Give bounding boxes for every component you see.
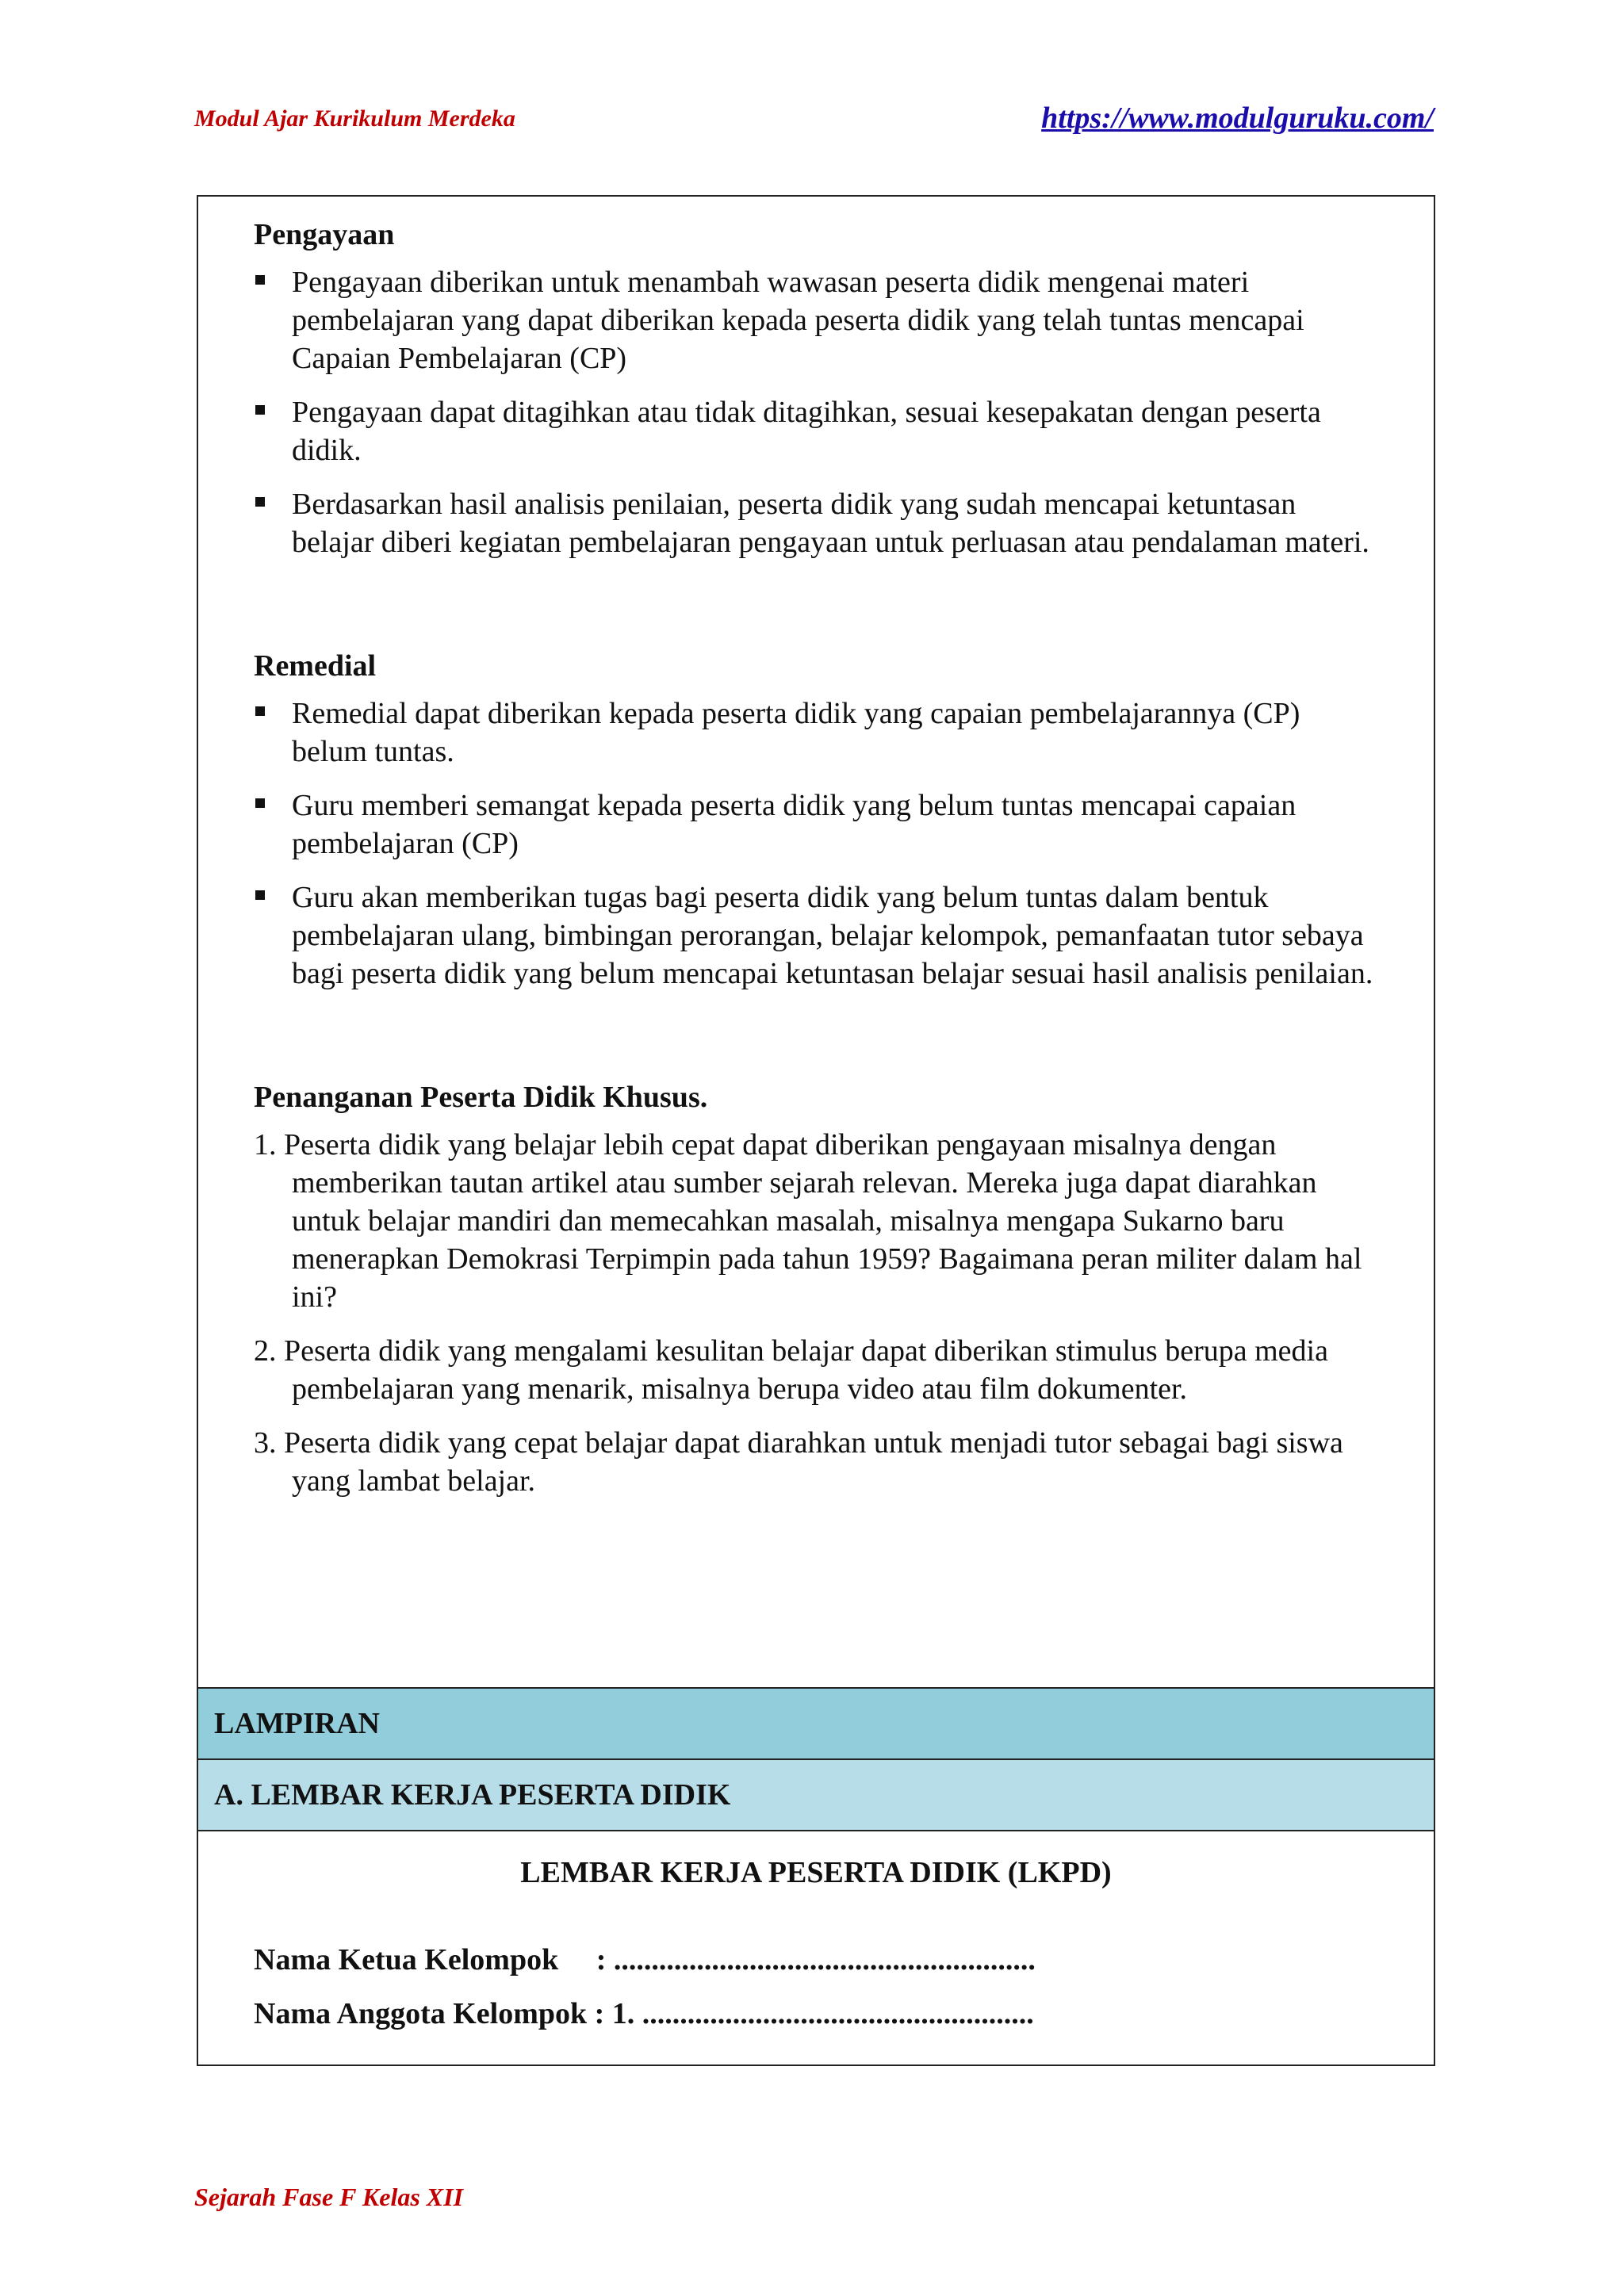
- list-item: [254, 393, 1380, 469]
- content-body: [254, 216, 1380, 1516]
- footer-subject-label: Sejarah Fase F Kelas XII: [194, 2183, 464, 2211]
- lampiran-title: LAMPIRAN: [214, 1707, 380, 1740]
- list-number: 1.: [254, 1128, 277, 1161]
- list-item-text: Peserta didik yang cepat belajar dapat diarahkan untuk menjadi tutor sebagai bagi siswa yang lambat belajar.: [284, 1426, 1343, 1498]
- list-item-text: Pengayaan dapat ditagihkan atau tidak ditagihkan, sesuai kesepakatan dengan peserta didik.: [292, 396, 1321, 467]
- list-item: [254, 695, 1380, 771]
- list-item-text: Berdasarkan hasil analisis penilaian, peserta didik yang sudah mencapai ketuntasan belajar diberi kegiatan pembelajaran pengayaan untuk perluasan atau pendalaman materi.: [292, 488, 1369, 559]
- list-number: 2.: [254, 1334, 277, 1368]
- pengayaan-heading: Pengayaan: [254, 218, 395, 251]
- penanganan-list: [254, 1126, 1380, 1500]
- list-item-text: Peserta didik yang belajar lebih cepat dapat diberikan pengayaan misalnya dengan memberikan tautan artikel atau sumber sejarah relevan. Mereka juga dapat diarahkan untuk belajar mandiri dan memecahkan masalah, misalnya mengapa Sukarno baru menerapkan Demokrasi Terpimpin pada tahun 1959? Bagaimana peran militer dalam hal ini?: [284, 1128, 1362, 1314]
- content-frame: [197, 195, 1435, 2066]
- bullet-square-icon: [255, 890, 265, 900]
- remedial-list: [254, 695, 1380, 993]
- bullet-square-icon: [255, 275, 265, 285]
- list-item: [254, 878, 1380, 993]
- list-item: [254, 263, 1380, 377]
- section-spacer: [254, 1008, 1380, 1078]
- list-item-text: Guru akan memberikan tugas bagi peserta didik yang belum tuntas dalam bentuk pembelajaran ulang, bimbingan perorangan, belajar kelompok, pemanfaatan tutor sebaya bagi peserta didik yang belum mencapai ketuntasan belajar sesuai hasil analisis penilaian.: [292, 881, 1373, 990]
- list-item: [254, 1332, 1380, 1408]
- lkpd-section: [198, 1830, 1434, 2066]
- lembar-kerja-title: A. LEMBAR KERJA PESERTA DIDIK: [214, 1778, 731, 1812]
- header-website-link[interactable]: https://www.modulguruku.com/: [1041, 101, 1434, 135]
- lembar-kerja-header: [198, 1758, 1434, 1830]
- remedial-heading: Remedial: [254, 649, 377, 683]
- bullet-square-icon: [255, 706, 265, 716]
- lampiran-header: [198, 1687, 1434, 1758]
- penanganan-heading: Penanganan Peserta Didik Khusus.: [254, 1081, 708, 1114]
- list-item: [254, 1126, 1380, 1316]
- list-item: [254, 485, 1380, 561]
- list-item: [254, 1424, 1380, 1500]
- list-number: 3.: [254, 1426, 277, 1460]
- section-spacer: [254, 577, 1380, 647]
- bullet-square-icon: [255, 497, 265, 507]
- bullet-square-icon: [255, 405, 265, 415]
- lkpd-title: LEMBAR KERJA PESERTA DIDIK (LKPD): [520, 1856, 1112, 1889]
- list-item-text: Pengayaan diberikan untuk menambah wawasan peserta didik mengenai materi pembelajaran yang dapat diberikan kepada peserta didik yang telah tuntas mencapai Capaian Pembelajaran (CP): [292, 266, 1304, 375]
- ketua-kelompok-field: Nama Ketua Kelompok : ........................................................: [254, 1943, 1036, 1976]
- list-item-text: Remedial dapat diberikan kepada peserta didik yang capaian pembelajarannya (CP) belum tuntas.: [292, 697, 1300, 768]
- list-item: [254, 786, 1380, 863]
- pengayaan-list: [254, 263, 1380, 561]
- header-module-title: Modul Ajar Kurikulum Merdeka: [194, 105, 515, 132]
- list-item-text: Peserta didik yang mengalami kesulitan belajar dapat diberikan stimulus berupa media pembelajaran yang menarik, misalnya berupa video atau film dokumenter.: [284, 1334, 1328, 1406]
- bullet-square-icon: [255, 798, 265, 808]
- list-item-text: Guru memberi semangat kepada peserta didik yang belum tuntas mencapai capaian pembelajaran (CP): [292, 789, 1297, 860]
- anggota-kelompok-field: Nama Anggota Kelompok : 1. ....................................................: [254, 1997, 1034, 2030]
